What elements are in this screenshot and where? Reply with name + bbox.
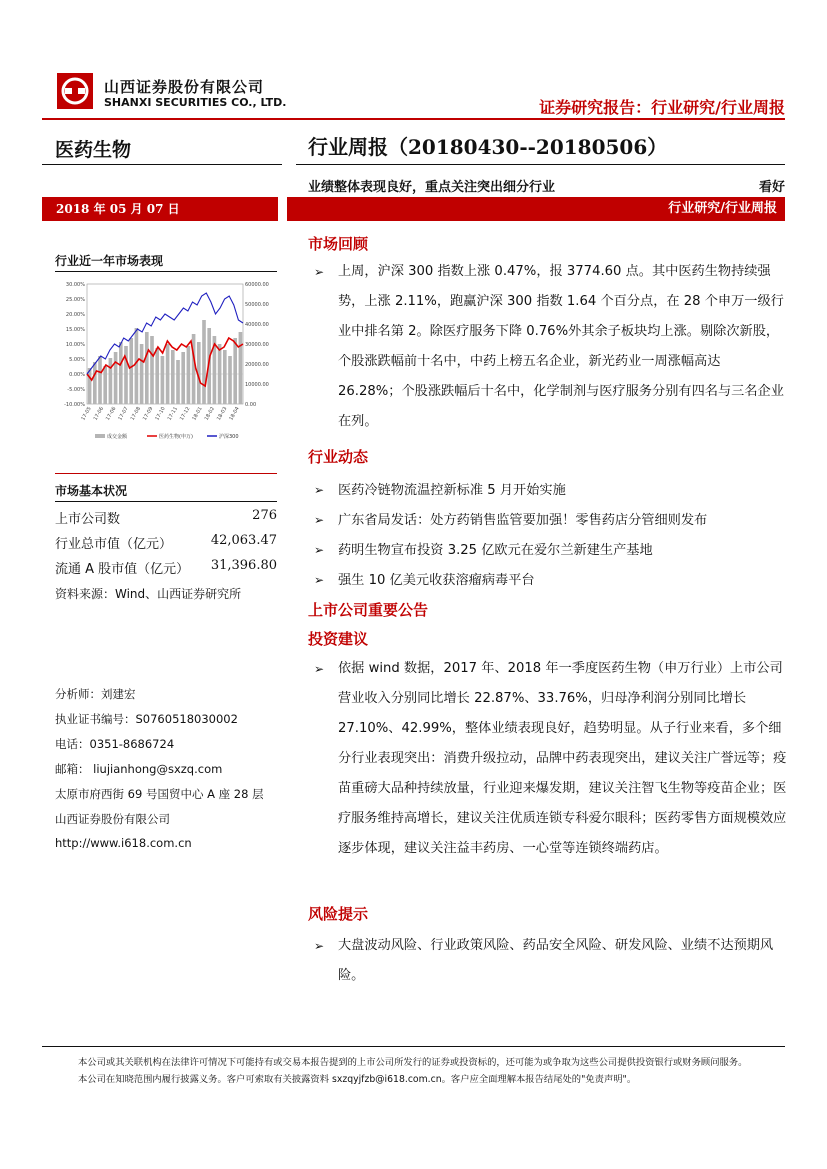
volume-bar	[228, 356, 232, 404]
bullet-arrow-icon: ➢	[314, 513, 325, 527]
market-row-value: 276	[252, 508, 277, 523]
footer-divider	[42, 1046, 785, 1047]
right-tick-label: 10000.00	[245, 382, 269, 388]
volume-bar	[166, 344, 170, 404]
rating: 看好	[758, 180, 785, 195]
volume-bar	[187, 346, 191, 404]
market-row-label: 行业总市值（亿元）	[55, 537, 173, 552]
volume-bar	[171, 350, 175, 404]
right-tick-label: 40000.00	[245, 322, 269, 328]
market-source: 资料来源：Wind、山西证券研究所	[55, 587, 242, 601]
volume-bar	[98, 356, 102, 404]
left-tick-label: 15.00%	[65, 327, 85, 333]
left-tick-label: 5.00%	[69, 357, 85, 363]
legend-label: 成交金额	[107, 434, 128, 440]
volume-bar	[176, 360, 180, 404]
advice-text: 依据 wind 数据，2017 年、2018 年一季度医药生物（申万行业）上市公司营业收入分别同比增长 22.87%、33.76%，归母净利润分别同比增长 27.10%、42.99%，整体业绩表现良好，趋势明显。从子行业来看，多个细分行业表现突出：消费升级拉动，品牌中药表现突出，建议关注广誉远等；疫苗重磅大品种持续放量，行业迎来爆发期，建议关注智飞生物等疫苗企业；医疗服务维持高增长，建议关注优质连锁专科爱尔眼科；医药零售方面规模效应逐步体现，建议关注益丰药房、一心堂等连锁终端药店。	[338, 661, 787, 856]
x-tick-label: 18-01	[191, 406, 204, 422]
volume-bar	[135, 328, 139, 404]
left-tick-label: -10.00%	[64, 402, 85, 408]
volume-bar	[145, 332, 149, 404]
left-tick-label: 25.00%	[65, 297, 85, 303]
x-tick-label: 17-06	[92, 406, 106, 422]
analyst-company: 山西证券股份有限公司	[55, 812, 170, 826]
report-subtitle: 业绩整体表现良好，重点关注突出细分行业	[308, 180, 556, 195]
legend-swatch	[95, 434, 105, 438]
right-tick-label: 50000.00	[245, 302, 269, 308]
risk-paragraph	[314, 931, 788, 991]
analyst-address: 太原市府西街 69 号国贸中心 A 座 28 层	[55, 787, 264, 801]
volume-bar	[202, 320, 206, 404]
x-tick-label: 17-05	[80, 406, 93, 422]
brand-name-en: SHANXI SECURITIES CO., LTD.	[104, 96, 287, 109]
market-review-paragraph	[314, 257, 788, 437]
market-row-label: 上市公司数	[55, 512, 121, 527]
chart-title: 行业近一年市场表现	[55, 254, 164, 268]
title-divider-right	[296, 164, 785, 165]
market-review-text: 上周，沪深 300 指数上涨 0.47%，报 3774.60 点。其中医药生物持续强势，上涨 2.11%，跑赢沪深 300 指数 1.64 个百分点，在 28 个申万一级行业中排名第 2。除医疗服务下降 0.76%外其余子板块均上涨。剔除次新股，个股涨跌幅前十名中，中药上榜五名企业，新光药业一周涨幅高达 26.28%；个股涨跌幅后十名中，化学制剂与医疗服务分别有四名与三名企业在列。	[338, 264, 784, 429]
volume-bar	[223, 350, 227, 404]
market-heading-divider	[55, 501, 277, 502]
x-tick-label: 17-09	[141, 406, 155, 422]
bullet-arrow-icon: ➢	[314, 483, 325, 497]
title-divider-left	[42, 164, 282, 165]
news-item	[314, 509, 707, 528]
chart-bottom-divider	[55, 473, 277, 474]
bullet-arrow-icon: ➢	[314, 573, 325, 587]
news-item-text: 药明生物宣布投资 3.25 亿欧元在爱尔兰新建生产基地	[338, 543, 653, 558]
legend-label: 沪深300	[219, 434, 239, 440]
x-tick-label: 18-04	[228, 406, 241, 422]
volume-bar	[181, 352, 185, 404]
left-tick-label: 0.00%	[69, 372, 85, 378]
section-investment-advice: 投资建议	[308, 630, 369, 648]
x-tick-label: 17-06	[104, 406, 118, 422]
right-tick-label: 30000.00	[245, 342, 269, 348]
left-tick-label: 30.00%	[65, 282, 85, 288]
volume-bar	[109, 358, 113, 404]
volume-bar	[155, 348, 159, 404]
news-item-text: 广东省局发话：处方药销售监管要加强！零售药店分管细则发布	[338, 513, 708, 528]
bullet-arrow-icon: ➢	[314, 265, 325, 279]
section-risk: 风险提示	[308, 905, 369, 923]
volume-bar	[161, 356, 165, 404]
right-tick-label: 20000.00	[245, 362, 269, 368]
volume-bar	[119, 342, 123, 404]
volume-bar	[233, 338, 237, 404]
section-industry-news: 行业动态	[308, 448, 369, 466]
left-tick-label: 20.00%	[65, 312, 85, 318]
x-tick-label: 17-07	[117, 406, 130, 422]
volume-bar	[129, 338, 133, 404]
report-category: 行业研究/行业周报	[287, 197, 785, 221]
section-announcements: 上市公司重要公告	[308, 601, 429, 619]
company-logo-icon	[57, 73, 93, 109]
report-type: 证券研究报告：行业研究/行业周报	[539, 98, 785, 117]
report-title: 行业周报（20180430--20180506）	[308, 135, 668, 159]
volume-bar	[93, 362, 97, 404]
advice-paragraph	[314, 654, 788, 864]
footer-disclaimer: 本公司或其关联机构在法律许可情况下可能持有或交易本报告提到的上市公司所发行的证券或投资标的，还可能为或争取为这些公司提供投资银行或财务顾问服务。本公司在知晓范围内履行披露义务。客户可索取有关披露资料 sxzqyjfzb@i618.com.cn。客户应全面理解本报告结尾处的"免责声明"。	[78, 1057, 748, 1085]
x-tick-label: 18-02	[203, 406, 217, 422]
market-row-label: 流通 A 股市值（亿元）	[55, 562, 190, 577]
market-row-float-cap	[55, 558, 277, 577]
market-row-value: 42,063.47	[210, 533, 277, 548]
x-tick-label: 17-08	[129, 406, 143, 422]
market-row-companies	[55, 508, 277, 527]
volume-bar	[239, 332, 243, 404]
analyst-url[interactable]: http://www.i618.com.cn	[55, 836, 192, 850]
market-heading: 市场基本状况	[55, 484, 128, 498]
volume-bar	[88, 368, 92, 404]
bullet-arrow-icon: ➢	[314, 662, 325, 676]
market-row-total-cap	[55, 533, 277, 552]
risk-text: 大盘波动风险、行业政策风险、药品安全风险、研发风险、业绩不达预期风险。	[338, 938, 774, 983]
right-tick-label: 0.00	[245, 402, 257, 408]
left-tick-label: -5.00%	[67, 387, 85, 393]
analyst-phone: 电话：0351-8686724	[55, 737, 175, 751]
header-divider	[42, 118, 785, 120]
analyst-name: 分析师：刘建宏	[55, 687, 136, 701]
news-item	[314, 569, 535, 588]
news-item	[314, 479, 566, 498]
news-item-text: 医药冷链物流温控新标准 5 月开始实施	[338, 483, 566, 498]
bullet-arrow-icon: ➢	[314, 939, 325, 953]
industry-name: 医药生物	[55, 139, 132, 161]
volume-bar	[150, 336, 154, 404]
market-row-value: 31,396.80	[210, 558, 277, 573]
report-date: 2018 年 05 月 07 日	[42, 197, 278, 221]
right-tick-label: 60000.00	[245, 282, 269, 288]
legend-label: 医药生物(申万)	[159, 434, 193, 440]
volume-bar	[218, 344, 222, 404]
x-tick-label: 17-11	[166, 406, 180, 422]
volume-bar	[114, 352, 118, 404]
bullet-arrow-icon: ➢	[314, 543, 325, 557]
brand-name-cn: 山西证券股份有限公司	[104, 78, 265, 96]
chart-title-divider	[55, 271, 277, 272]
x-tick-label: 17-10	[154, 406, 167, 422]
news-item-text: 强生 10 亿美元收获溶瘤病毒平台	[338, 573, 535, 588]
market-performance-chart	[55, 276, 277, 446]
left-tick-label: 10.00%	[65, 342, 85, 348]
x-tick-label: 18-03	[215, 406, 229, 422]
volume-bar	[140, 344, 144, 404]
section-market-review: 市场回顾	[308, 235, 369, 253]
volume-bar	[103, 366, 107, 404]
analyst-cert: 执业证书编号：S0760518030002	[55, 712, 238, 726]
news-item	[314, 539, 653, 558]
x-tick-label: 17-12	[178, 406, 192, 422]
analyst-email[interactable]: 邮箱： liujianhong@sxzq.com	[55, 762, 223, 776]
